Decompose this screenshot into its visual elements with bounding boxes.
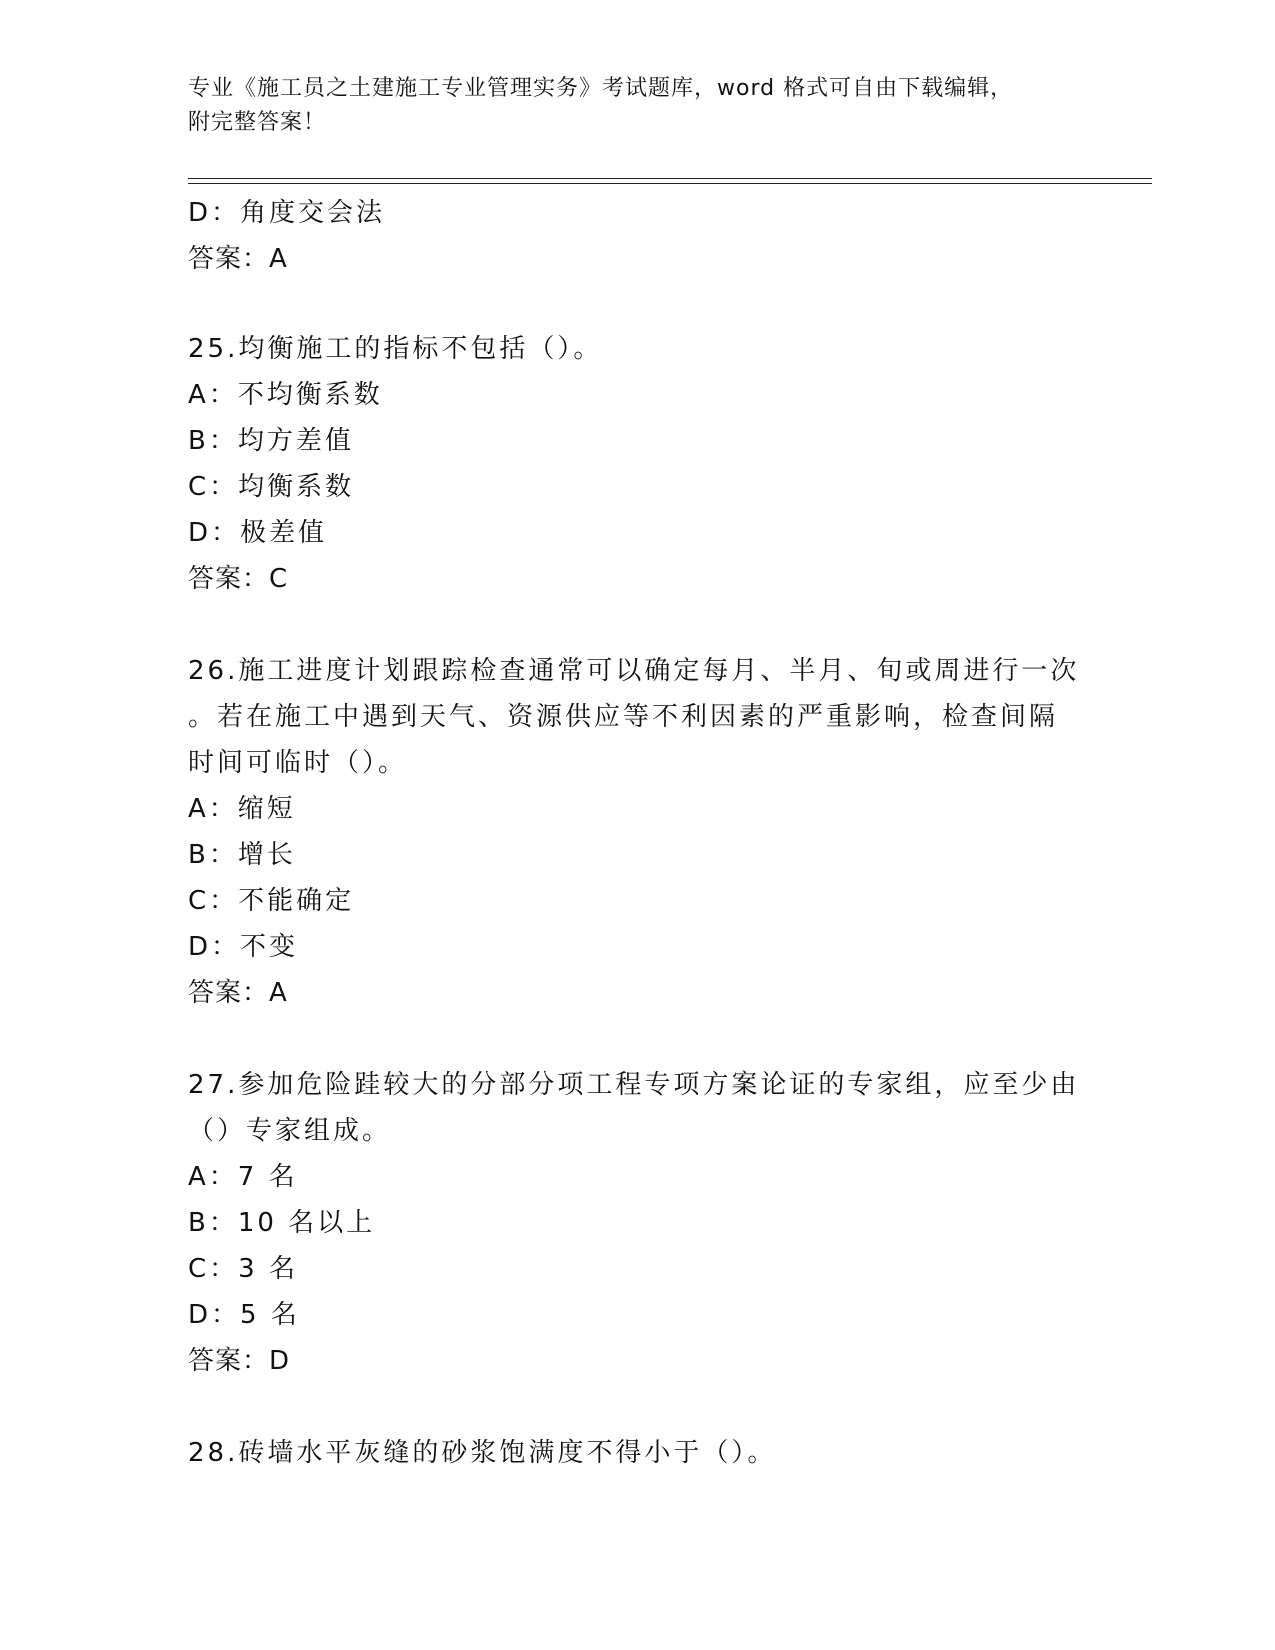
spacer <box>188 1016 1088 1062</box>
question-text-line-3: 时间可临时（）。 <box>188 748 408 778</box>
answer-label: 答案：C <box>188 564 289 594</box>
option-b: B：增长 <box>188 840 296 870</box>
question-27 <box>188 1062 1088 1384</box>
option-b: B：10 名以上 <box>188 1208 376 1238</box>
option-c: C：均衡系数 <box>188 472 355 502</box>
spacer <box>188 282 1088 326</box>
spacer <box>188 1384 1088 1430</box>
question-text: 28.砖墙水平灰缝的砂浆饱满度不得小于（）。 <box>188 1438 777 1468</box>
option-d: D：角度交会法 <box>188 198 386 228</box>
option-d: D：5 名 <box>188 1300 300 1330</box>
answer-label: 答案：A <box>188 978 288 1008</box>
option-d: D：极差值 <box>188 518 328 548</box>
question-text: 25.均衡施工的指标不包括（）。 <box>188 334 603 364</box>
document-header <box>188 72 1088 140</box>
option-c: C：3 名 <box>188 1254 298 1284</box>
question-text-line-2: 。若在施工中遇到天气、资源供应等不利因素的严重影响，检查间隔 <box>188 702 1059 732</box>
question-text-line-1: 26.施工进度计划跟踪检查通常可以确定每月、半月、旬或周进行一次 <box>188 656 1080 686</box>
option-a: A：7 名 <box>188 1162 298 1192</box>
header-line-1: 专业《施工员之土建施工专业管理实务》考试题库，word 格式可自由下载编辑， <box>188 76 1014 101</box>
option-b: B：均方差值 <box>188 426 354 456</box>
question-list <box>188 190 1088 1476</box>
question-text-line-1: 27.参加危险跬较大的分部分项工程专项方案论证的专家组，应至少由 <box>188 1070 1080 1100</box>
question-25 <box>188 326 1088 602</box>
question-26 <box>188 648 1088 1016</box>
question-28 <box>188 1430 1088 1476</box>
header-divider-top <box>188 178 1152 179</box>
option-a: A：缩短 <box>188 794 296 824</box>
option-d: D：不变 <box>188 932 299 962</box>
option-c: C：不能确定 <box>188 886 355 916</box>
spacer <box>188 602 1088 648</box>
answer-label: 答案：A <box>188 244 288 274</box>
question-text-line-2: （）专家组成。 <box>188 1116 392 1146</box>
answer-label: 答案：D <box>188 1346 291 1376</box>
option-a: A：不均衡系数 <box>188 380 383 410</box>
header-divider-bottom <box>188 183 1152 184</box>
header-line-2: 附完整答案！ <box>188 110 327 135</box>
